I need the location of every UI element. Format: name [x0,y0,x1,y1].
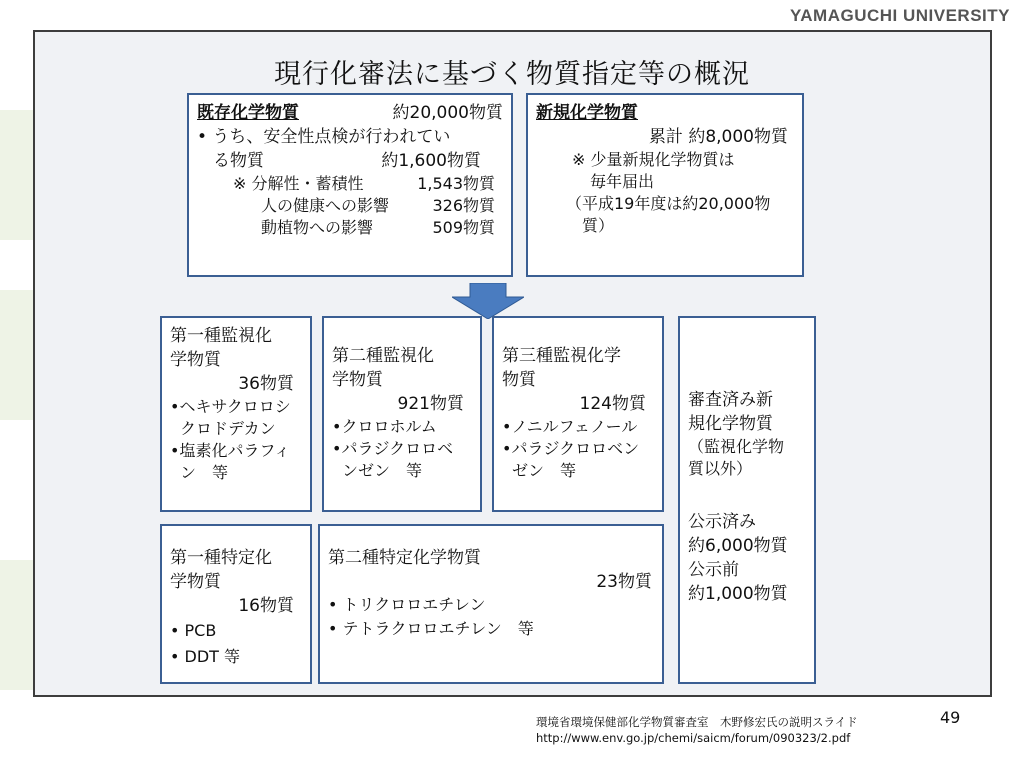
type1-monitoring-box [160,316,312,512]
mon1-title2: 学物質 [170,350,221,370]
reviewed-line3: （監視化学物 [688,437,785,456]
existing-item2-label: 人の健康への影響 [261,196,390,215]
down-arrow-icon [452,283,524,319]
footer-citation [536,714,858,746]
mon3-item2a: •パラジクロロベン [502,439,640,458]
mon2-title2: 学物質 [332,370,383,390]
mon1-count: 36物質 [238,374,294,394]
mon2-item2a: •パラジクロロベ [332,439,454,458]
mon3-item1: •ノニルフェノール [502,417,638,436]
mon1-item2a: •塩素化パラフィ [170,441,291,460]
existing-line1: • うち、安全性点検が行われてい [197,127,451,147]
mon1-item2b: ン 等 [180,463,229,482]
existing-item1-label: ※ 分解性・蓄積性 [233,174,364,193]
existing-item3-label: 動植物への影響 [261,218,374,237]
spec1-item2: • DDT 等 [170,647,241,666]
existing-line2-count: 約1,600物質 [381,151,481,171]
reviewed-line2: 規化学物質 [688,414,773,434]
reviewed-line1: 審査済み新 [688,390,773,410]
new-line1: 累計 約8,000物質 [648,127,788,147]
existing-line2: る物質 [213,151,264,171]
page-number: 49 [940,708,961,727]
reviewed-new-chemicals-box [678,316,816,684]
existing-chemicals-box [187,93,513,277]
existing-item1-count: 1,543物質 [417,174,495,193]
existing-count: 約20,000物質 [392,103,503,123]
spec2-item1: • トリクロロエチレン [328,595,486,614]
type2-monitoring-box [322,316,482,512]
mon3-count: 124物質 [579,394,646,414]
mon1-item1b: クロドデカン [180,419,276,438]
type3-monitoring-box [492,316,664,512]
mon3-item2b: ゼン 等 [512,461,577,480]
spec2-title: 第二種特定化学物質 [328,548,481,568]
new-chemicals-box [526,93,804,277]
mon1-item1a: •ヘキサクロロシ [170,397,291,416]
spec1-title2: 学物質 [170,572,221,592]
new-line3: 毎年届出 [590,172,655,191]
mon2-count: 921物質 [397,394,464,414]
reviewed-line4: 質以外） [688,459,753,478]
mon3-title2: 物質 [502,370,536,390]
mon3-title1: 第三種監視化学 [502,346,621,366]
mon2-title1: 第二種監視化 [332,346,434,366]
spec1-item1: • PCB [170,621,217,640]
type2-specified-box [318,524,664,684]
new-line2: ※ 少量新規化学物質は [572,150,735,169]
new-line4: （平成19年度は約20,000物 [566,194,771,213]
university-logo: YAMAGUCHI UNIVERSITY [789,6,1010,25]
existing-heading: 既存化学物質 [197,103,299,123]
spec1-count: 16物質 [238,596,294,616]
footer-url: http://www.env.go.jp/chemi/saicm/forum/090323/2.pdf [536,731,851,745]
reviewed-line6: 約6,000物質 [688,536,788,556]
slide-title: 現行化審法に基づく物質指定等の概況 [274,59,750,90]
reviewed-line5: 公示済み [688,512,756,532]
new-heading: 新規化学物質 [536,103,638,123]
spec1-title1: 第一種特定化 [170,548,272,568]
footer-source: 環境省環境保健部化学物質審査室 木野修宏氏の説明スライド [536,715,858,729]
existing-item3-count: 509物質 [432,218,495,237]
reviewed-line8: 約1,000物質 [688,584,788,604]
reviewed-line7: 公示前 [688,560,739,580]
new-line5: 質） [582,216,615,235]
existing-item2-count: 326物質 [432,196,495,215]
mon1-title1: 第一種監視化 [170,326,272,346]
spec2-count: 23物質 [596,572,652,592]
mon2-item1: •クロロホルム [332,417,437,436]
type1-specified-box [160,524,312,684]
mon2-item2b: ンゼン 等 [342,461,423,480]
spec2-item2: • テトラクロロエチレン 等 [328,619,534,638]
